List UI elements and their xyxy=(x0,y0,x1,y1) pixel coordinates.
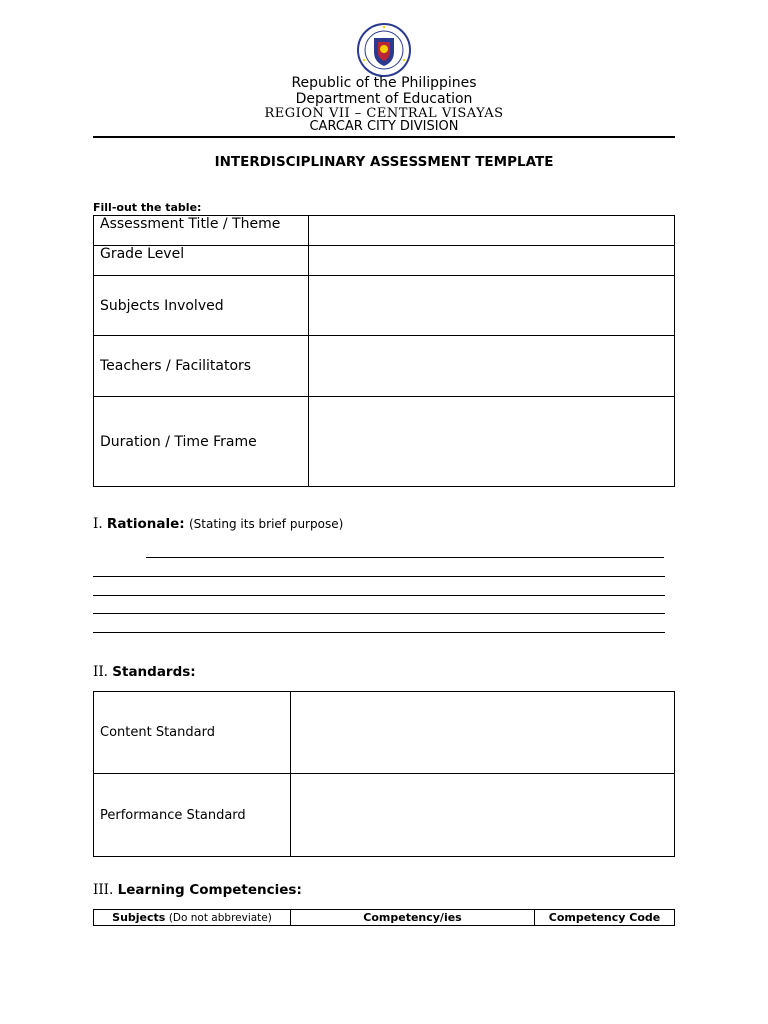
rationale-line-1[interactable] xyxy=(146,557,664,558)
fill-out-label: Fill-out the table: xyxy=(93,201,202,214)
header-divider xyxy=(93,136,675,138)
subjects-involved-field[interactable] xyxy=(309,276,675,336)
page-title: INTERDISCIPLINARY ASSESSMENT TEMPLATE xyxy=(214,154,554,170)
competencies-table xyxy=(93,909,675,926)
assessment-title-field[interactable] xyxy=(309,216,675,246)
teachers-facilitators-label: Teachers / Facilitators xyxy=(94,336,309,397)
rationale-heading xyxy=(93,516,343,532)
table-row xyxy=(94,336,675,397)
competency-code-column-header: Competency Code xyxy=(535,910,675,926)
standards-table xyxy=(93,691,675,857)
subjects-header-note: (Do not abbreviate) xyxy=(168,912,272,924)
competencies-label: Learning Competencies: xyxy=(117,882,302,898)
table-row xyxy=(94,246,675,276)
table-row xyxy=(94,397,675,487)
content-standard-label: Content Standard xyxy=(94,692,291,774)
header-division: CARCAR CITY DIVISION xyxy=(309,119,459,134)
competencies-number: III. xyxy=(93,882,114,898)
competencies-heading xyxy=(93,882,302,898)
deped-seal xyxy=(352,22,416,78)
content-standard-field[interactable] xyxy=(291,692,675,774)
duration-time-frame-field[interactable] xyxy=(309,397,675,487)
duration-time-frame-label: Duration / Time Frame xyxy=(94,397,309,487)
teachers-facilitators-field[interactable] xyxy=(309,336,675,397)
rationale-line-3[interactable] xyxy=(93,595,665,596)
rationale-number: I. xyxy=(93,516,103,532)
rationale-label: Rationale: xyxy=(106,516,185,532)
grade-level-field[interactable] xyxy=(309,246,675,276)
standards-label: Standards: xyxy=(112,664,196,680)
performance-standard-field[interactable] xyxy=(291,774,675,857)
assessment-title-label: Assessment Title / Theme xyxy=(94,216,309,246)
standards-number: II. xyxy=(93,664,108,680)
performance-standard-label: Performance Standard xyxy=(94,774,291,857)
subjects-header-label: Subjects xyxy=(112,911,166,924)
competency-column-header: Competency/ies xyxy=(291,910,535,926)
rationale-line-2[interactable] xyxy=(93,576,665,577)
table-header-row xyxy=(94,910,675,926)
assessment-info-table xyxy=(93,215,675,487)
table-row xyxy=(94,276,675,336)
rationale-note: (Stating its brief purpose) xyxy=(188,517,344,531)
header-republic: Republic of the Philippines xyxy=(291,75,477,91)
standards-heading xyxy=(93,664,196,680)
rationale-line-4[interactable] xyxy=(93,613,665,614)
table-row xyxy=(94,774,675,857)
table-row xyxy=(94,692,675,774)
header-department: Department of Education xyxy=(295,91,473,107)
header-region: REGION VII – CENTRAL VISAYAS xyxy=(264,106,504,121)
subjects-column-header xyxy=(94,910,291,926)
rationale-line-5[interactable] xyxy=(93,632,665,633)
grade-level-label: Grade Level xyxy=(94,246,309,276)
table-row xyxy=(94,216,675,246)
subjects-involved-label: Subjects Involved xyxy=(94,276,309,336)
